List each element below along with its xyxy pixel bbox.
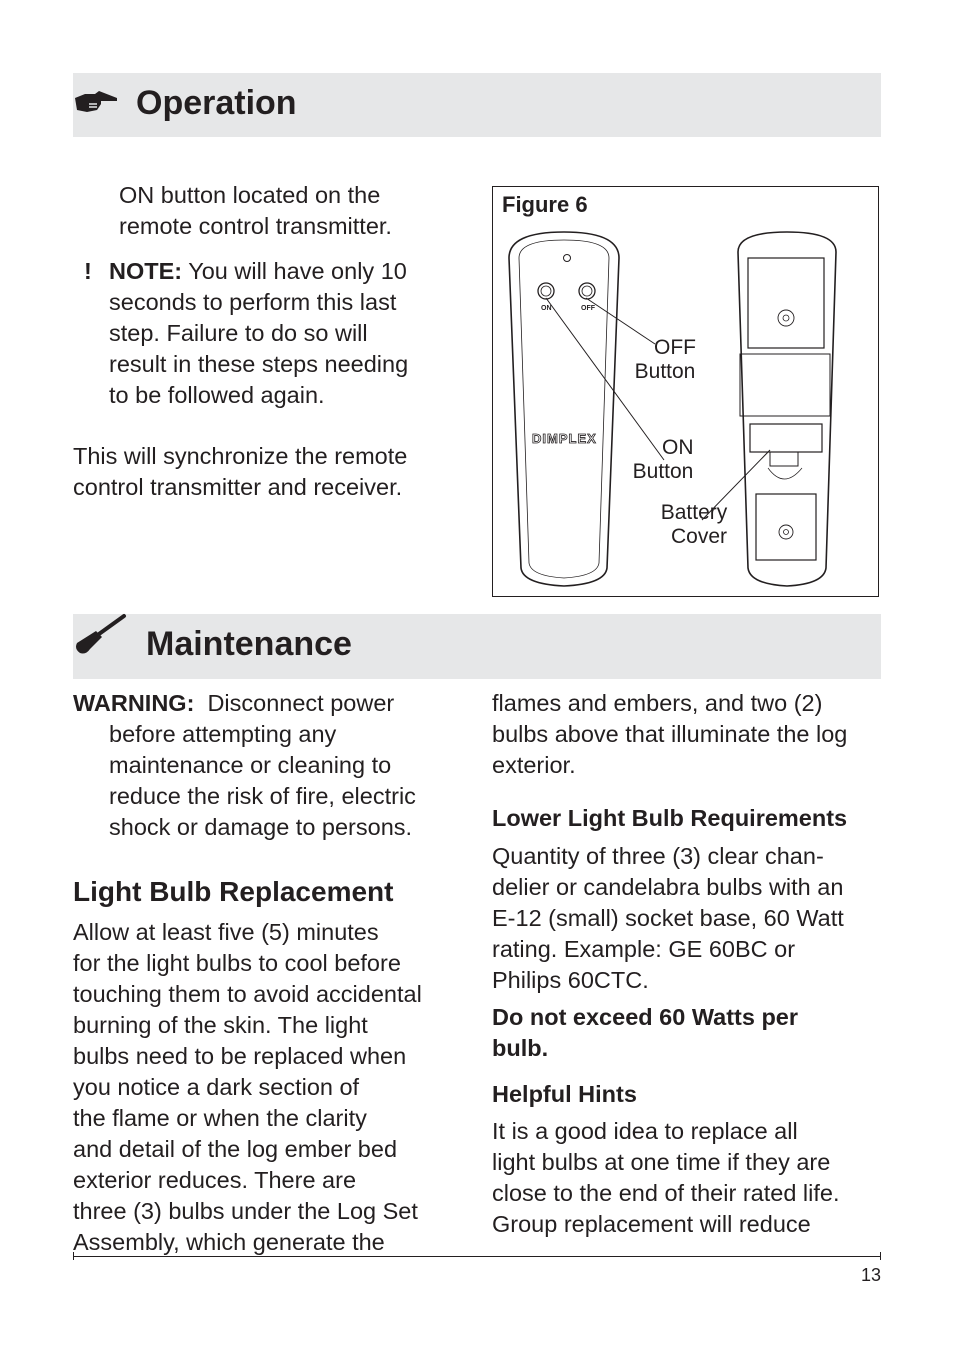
body-line: Assembly, which generate the	[73, 1229, 385, 1255]
intro-text	[119, 180, 392, 242]
note-line: step. Failure to do so will	[109, 320, 368, 346]
note-line: seconds to perform this last	[109, 289, 397, 315]
note-line: to be followed again.	[109, 382, 325, 408]
on-button-label: ON Button	[632, 436, 694, 483]
sync-line: control transmitter and receiver.	[73, 474, 403, 500]
lower-bulb-heading: Lower Light Bulb Requirements	[492, 805, 848, 831]
body-line: E-12 (small) socket base, 60 Watt	[492, 905, 844, 931]
operation-title: Operation	[136, 84, 297, 122]
body-line: flames and embers, and two (2)	[492, 690, 823, 716]
body-line: light bulbs at one time if they are	[492, 1149, 831, 1175]
body-line: It is a good idea to replace all	[492, 1118, 798, 1144]
note-line: You will have only 10	[182, 258, 407, 284]
footer-rule	[73, 1256, 881, 1257]
body-line: exterior.	[492, 752, 576, 778]
body-line: Philips 60CTC.	[492, 967, 649, 993]
body-line: burning of the skin. The light	[73, 1012, 368, 1038]
body-line: Group replacement will reduce	[492, 1211, 811, 1237]
body-line: rating. Example: GE 60BC or	[492, 936, 796, 962]
left-column-body	[73, 917, 422, 1258]
intro-line: remote control transmitter.	[119, 213, 392, 239]
body-line: for the light bulbs to cool before	[73, 950, 401, 976]
note-exclamation: !	[84, 258, 92, 284]
off-button-label: OFF Button	[634, 336, 696, 383]
warning-line: Disconnect power	[194, 690, 395, 716]
body-line: three (3) bulbs under the Log Set	[73, 1198, 418, 1224]
warning-line: maintenance or cleaning to	[109, 752, 392, 778]
figure-caption: Figure 6	[502, 192, 588, 217]
battery-cover-label: Battery Cover	[660, 501, 728, 548]
pointing-hand-icon	[73, 88, 119, 118]
body-line: the flame or when the clarity	[73, 1105, 367, 1131]
watts-line: bulb.	[492, 1035, 549, 1061]
lower-bulb-body	[492, 841, 844, 996]
sync-text	[73, 441, 407, 503]
body-line: delier or candelabra bulbs with an	[492, 874, 844, 900]
screwdriver-icon	[72, 613, 128, 655]
footer-rule-tick	[880, 1252, 881, 1260]
remote-on-marking: ON	[541, 305, 552, 312]
page-number: 13	[860, 1265, 881, 1285]
body-line: exterior reduces. There are	[73, 1167, 357, 1193]
warning-text	[73, 688, 416, 843]
footer-rule-tick	[73, 1252, 74, 1260]
body-line: bulbs above that illuminate the log	[492, 721, 848, 747]
sync-line: This will synchronize the remote	[73, 443, 408, 469]
warning-label: WARNING:	[73, 690, 195, 716]
warning-line: shock or damage to persons.	[109, 814, 413, 840]
body-line: Allow at least five (5) minutes	[73, 919, 379, 945]
right-column-top	[492, 688, 847, 781]
watts-line: Do not exceed 60 Watts per	[492, 1004, 799, 1030]
body-line: bulbs need to be replaced when	[73, 1043, 407, 1069]
maintenance-title: Maintenance	[146, 625, 352, 663]
helpful-hints-body	[492, 1116, 840, 1240]
remote-off-marking: OFF	[581, 305, 595, 312]
helpful-hints-heading: Helpful Hints	[492, 1081, 637, 1107]
body-line: close to the end of their rated life.	[492, 1180, 840, 1206]
watts-warning	[492, 1002, 798, 1064]
body-line: Quantity of three (3) clear chan-	[492, 843, 824, 869]
warning-line: reduce the risk of fire, electric	[109, 783, 416, 809]
body-line: you notice a dark section of	[73, 1074, 360, 1100]
intro-line: ON button located on the	[119, 182, 381, 208]
note-line: result in these steps needing	[109, 351, 409, 377]
light-bulb-subheading: Light Bulb Replacement	[73, 876, 394, 907]
warning-line: before attempting any	[109, 721, 337, 747]
remote-brand-marking: DIMPLEX	[532, 431, 597, 446]
body-line: touching them to avoid accidental	[73, 981, 422, 1007]
note-text	[109, 256, 408, 411]
note-label: NOTE:	[109, 258, 183, 284]
body-line: and detail of the log ember bed	[73, 1136, 398, 1162]
